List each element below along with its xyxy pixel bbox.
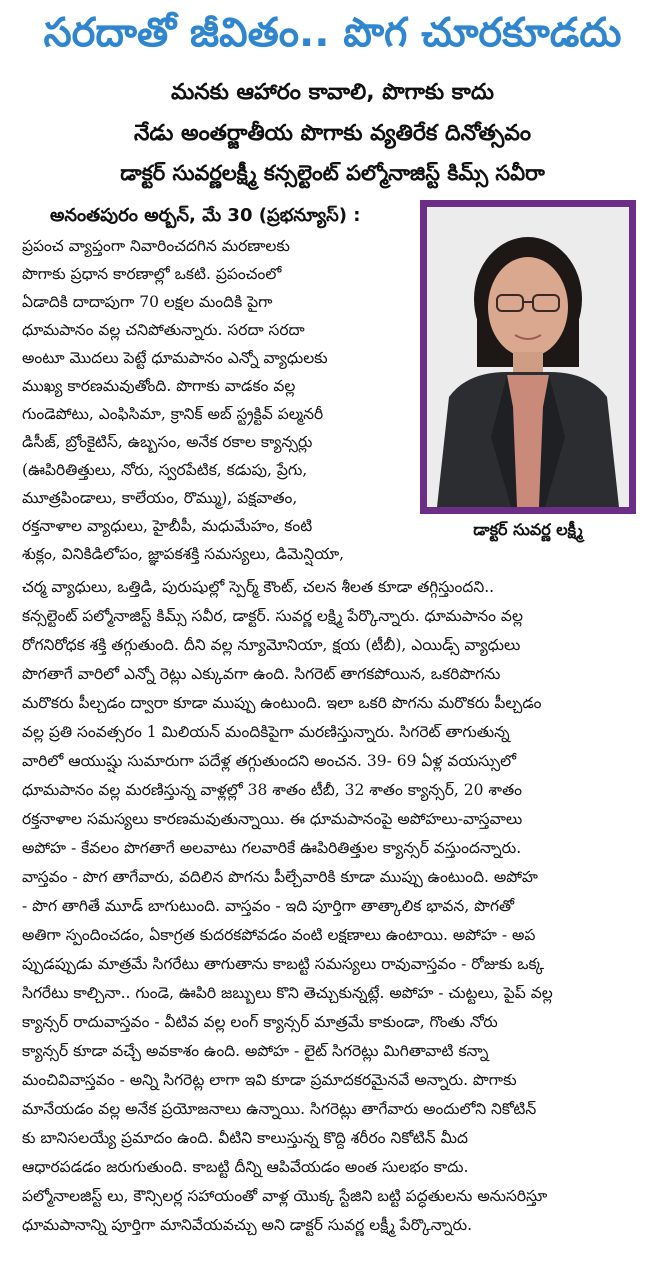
body-line: అతిగా స్పందించడం, ఏకాగ్రత కుదరకపోవడం వంటి లక్షణాలు ఉంటాయి. అపోహ - అప <box>22 926 536 944</box>
body-line: చర్మ వ్యాధులు, ఒత్తిడి, పురుషుల్లో స్పెర్మ్ కౌంట్, చలన శీలత కూడా తగ్గిస్తుందని.. <box>22 578 495 596</box>
body-line: ఆధారపడడం జరుగుతుంది. కాబట్టి దీన్ని ఆపివేయడం అంత సులభం కాదు. <box>22 1158 469 1176</box>
body-line: ప్రపంచ వ్యాప్తంగా నివారించదగిన మరణాలకు <box>22 237 290 255</box>
body-line: మూత్రపిండాలు, కాలేయం, రొమ్ము), పక్షవాతం, <box>22 489 298 507</box>
body-line: వాస్తవం - పొగ తాగేవారు, వదిలిన పొగను పీల్చేవారికి కూడా ముప్పు ఉంటుంది. అపోహ <box>22 868 538 886</box>
body-line: రక్తనాళాల వ్యాధులు, హైబీపీ, మధుమేహం, కంటి <box>22 517 313 535</box>
body-line: - పొగ తాగితే మూడ్ బాగుటుంది. వాస్తవం - ఇది పూర్తిగా తాత్కాలిక భావన, పొగతో <box>22 897 515 915</box>
body-line: డిసీజ్, బ్రోంకైటిస్, ఉబ్బసం, అనేక రకాల క్యాన్సర్లు <box>22 433 313 451</box>
body-line: పల్మోనాలజిస్ట్ లు, కౌన్సిలర్ల సహాయంతో వాళ్ల యొక్క స్టేజిని బట్టి పద్ధతులను అనుసరిస్తూ <box>22 1187 548 1205</box>
headline: సరదాతో జీవితం.. పొగ చూరకూడదు <box>43 10 622 56</box>
body-line: రక్తనాళాల సమస్యలు కారణమవుతున్నాయి. ఈ ధూమపానంపై అపోహలు-వాస్తవాలు <box>22 810 523 828</box>
body-line: అపోహ - కేవలం పొగతాగే అలవాటు గలవారికే ఊపిరితిత్తుల క్యాన్సర్ వస్తుందన్నారు. <box>22 839 522 857</box>
body-line: క్యాన్సర్ కూడా వచ్చే అవకాశం ఉంది. అపోహ - లైట్ సిగరెట్లు మిగితావాటి కన్నా <box>22 1042 489 1060</box>
body-line: ప్పుడప్పుడు మాత్రమే సిగరేటు తాగుతాను కాబట్టి సమస్యలు రావువాస్తవం - రోజుకు ఒక్క <box>22 955 545 973</box>
body-line: గుండెపోటు, ఎంఫిసిమా, క్రానిక్ అబ్ స్ట్రక్టివ్ పల్మనరీ <box>22 405 324 423</box>
subhead-1: మనకు ఆహారం కావాలి, పొగాకు కాదు <box>171 80 494 105</box>
body-line: క్యాన్సర్ రాదువాస్తవం - వీటివ వల్ల లంగ్ క్యాన్సర్ మాత్రమే కాకుండా, గొంతు నోరు <box>22 1013 498 1031</box>
body-line: ధూమపానం వల్ల మరణిస్తున్న వాళ్లల్లో 38 శాతం టీబీ, 32 శాతం క్యాన్సర్, 20 శాతం <box>22 781 522 799</box>
body-line: ఏడాదికి దాదాపుగా 70 లక్షల మందికి పైగా <box>22 293 273 311</box>
body-line: సిగరేటు కాల్చినా.. గుండె, ఊపిరి జబ్బులు కొని తెచ్చుకున్నట్లే. అపోహ - చుట్టలు, పైప్ వల్ల <box>22 984 553 1002</box>
photo-caption: డాక్టర్ సువర్ణ లక్ష్మీ <box>473 520 583 539</box>
body-line: కు బానిసలయ్యే ప్రమాదం ఉంది. వీటిని కాలుస్తున్న కొద్ది శరీరం నికోటిన్ మీద <box>22 1129 468 1147</box>
doctor-photo <box>427 207 629 507</box>
subhead-2: నేడు అంతర్జాతీయ పొగాకు వ్యతిరేక దినోత్సవం <box>133 121 532 146</box>
body-line: వల్ల ప్రతి సంవత్సరం 1 మిలియన్ మందికిపైగా మరణిస్తున్నారు. సిగరెట్ తాగుతున్న <box>22 723 510 741</box>
body-line: వారిలో ఆయుష్షు సుమారుగా పదేళ్ల తగ్గుతుందని అంచన. 39- 69 ఏళ్ల వయస్సులో <box>22 752 517 770</box>
body-line: మానేయడం వల్ల అనేక ప్రయోజనాలు ఉన్నాయి. సిగరెట్లు తాగేవారు అందులోని నికోటిన్ <box>22 1100 537 1118</box>
body-line: కన్సల్టెంట్ పల్మోనాజిస్ట్ కిమ్స్ సవీర, డాక్టర్. సువర్ణ లక్ష్మి పేర్కొన్నారు. ధూమపానం వల్ల <box>22 607 523 625</box>
dateline: అనంతపురం అర్బన్, మే 30 (ప్రభన్యూస్) : <box>50 205 361 226</box>
body-line: మరొకరు పీల్చడం ద్వారా కూడా ముప్పు ఉంటుంది. ఇలా ఒకరి పొగను మరొకరు పీల్చడం <box>22 694 542 712</box>
body-line: ధూమపానాన్ని పూర్తిగా మానివేయవచ్చు అని డాక్టర్ సువర్ణ లక్ష్మీ పేర్కొన్నారు. <box>22 1216 472 1234</box>
portrait-illustration <box>427 207 629 507</box>
photo-frame <box>420 200 636 514</box>
body-line: పొగతాగే వారిలో ఎన్నో రెట్లు ఎక్కువగా ఉంది. సిగరెట్ తాగకపోయిన, ఒకరిపొగను <box>22 665 501 683</box>
body-line: అంటూ మొదలు పెట్టే ధూమపానం ఎన్నో వ్యాధులకు <box>22 349 328 367</box>
body-line: పొగాకు ప్రధాన కారణాల్లో ఒకటి. ప్రపంచంలో <box>22 265 282 283</box>
body-line: మంచివివాస్తవం - అన్ని సిగరెట్ల లాగా ఇవి కూడా ప్రమాదకరమైనవే అన్నారు. పొగాకు <box>22 1071 517 1089</box>
body-line: శుక్లం, వినికిడిలోపం, జ్ఞాపకశక్తి సమస్యలు, డిమెన్షియా, <box>22 545 345 563</box>
body-line: (ఊపిరితిత్తులు, నోరు, స్వరపేటిక, కడుపు, ప్రేగు, <box>22 461 308 479</box>
body-line: ధూమపానం వల్ల చనిపోతున్నారు. సరదా సరదా <box>22 321 305 339</box>
body-line: ముఖ్య కారణమవుతోంది. పొగాకు వాడకం వల్ల <box>22 377 296 395</box>
body-line: రోగనిరోధక శక్తి తగ్గుతుంది. దీని వల్ల న్యూమోనియా, క్షయ (టీబీ), ఎయిడ్స్ వ్యాధులు <box>22 636 521 654</box>
subhead-3: డాక్టర్ సువర్ణలక్ష్మీ కన్సల్టెంట్ పల్మోనాజిస్ట్ కిమ్స్ సవీరా <box>120 161 545 185</box>
